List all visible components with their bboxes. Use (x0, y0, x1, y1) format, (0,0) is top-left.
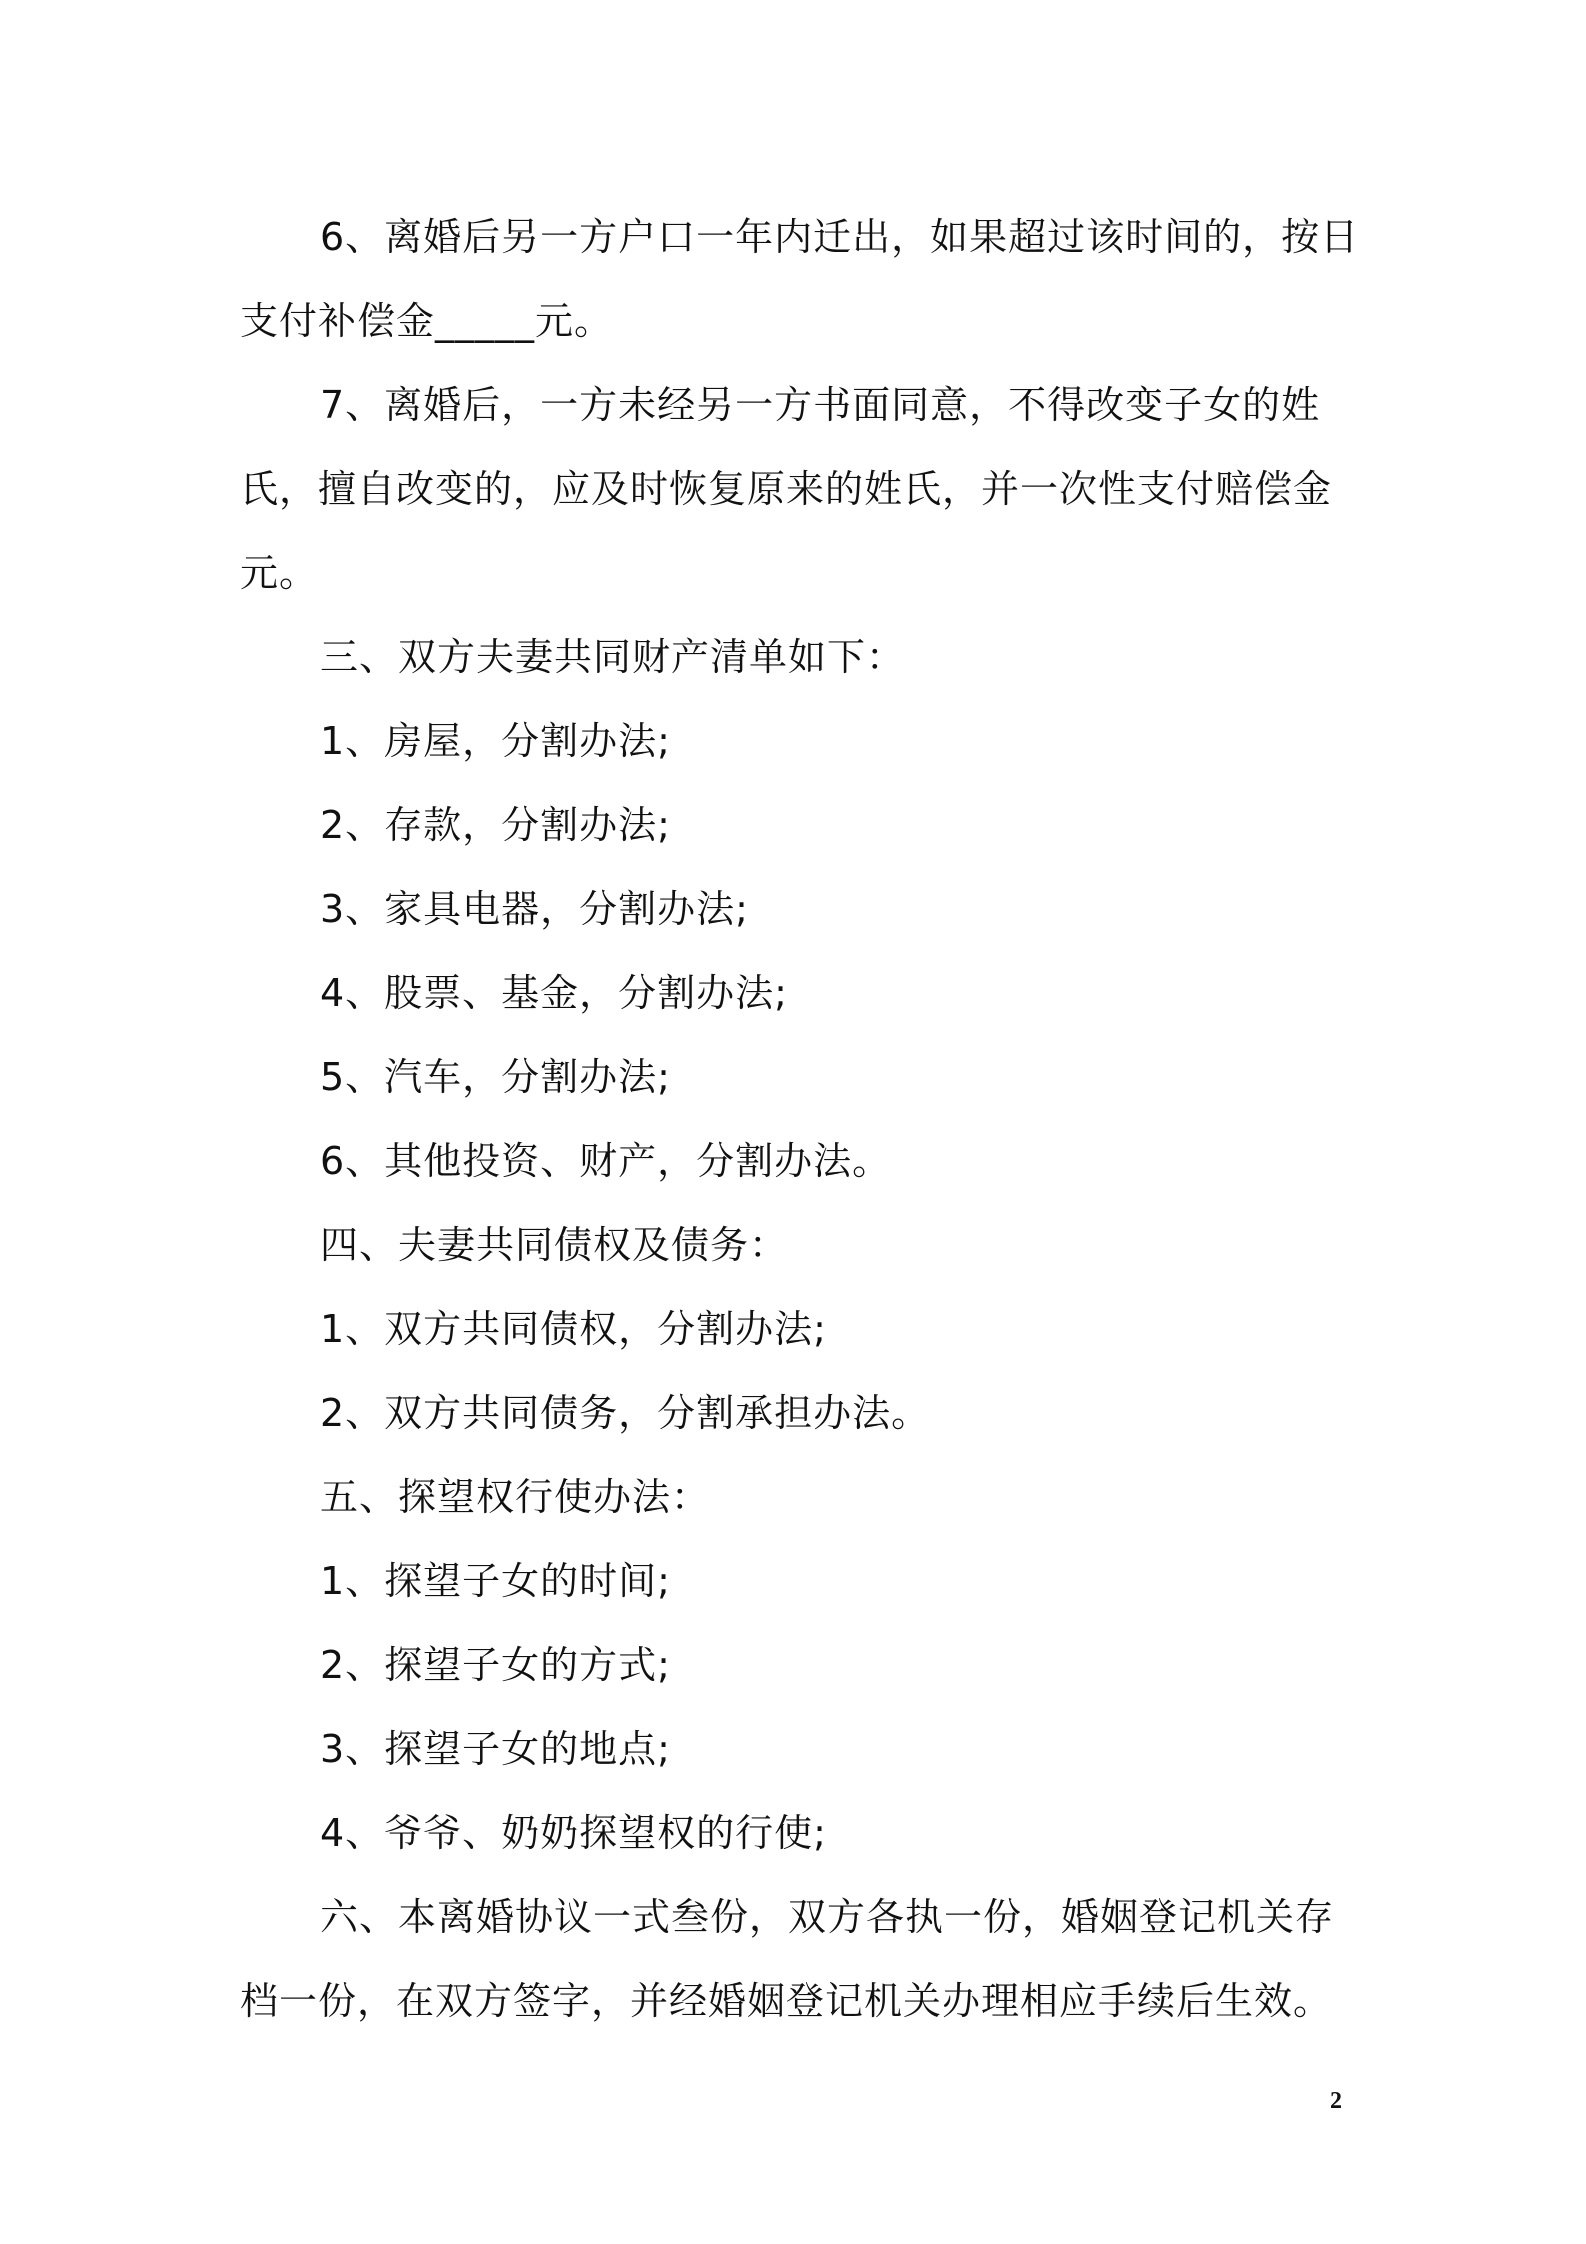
list-item: 3、家具电器，分割办法; (320, 887, 749, 931)
list-item: 4、股票、基金，分割办法; (320, 971, 788, 1015)
list-item: 6、其他投资、财产，分割办法。 (320, 1139, 892, 1183)
section-heading: 五、探望权行使办法： (320, 1475, 711, 1519)
list-item: 1、双方共同债权，分割办法; (320, 1307, 827, 1351)
document-body (240, 195, 1360, 2043)
section-heading: 三、双方夫妻共同财产清单如下： (320, 635, 906, 679)
list-item: 2、存款，分割办法; (320, 803, 671, 847)
list-item: 1、房屋，分割办法; (320, 719, 671, 763)
page-number: 2 (1330, 2088, 1342, 2114)
section-heading: 六、本离婚协议一式叁份，双方各执一份，婚姻登记机关存档一份，在双方签字，并经婚姻登记机关办理相应手续后生效。 (240, 1895, 1335, 2023)
paragraph: 6、离婚后另一方户口一年内迁出，如果超过该时间的，按日支付补偿金_____元。 (240, 215, 1360, 343)
list-item: 5、汽车，分割办法; (320, 1055, 671, 1099)
list-item: 4、爷爷、奶奶探望权的行使; (320, 1811, 827, 1855)
paragraph: 7、离婚后，一方未经另一方书面同意，不得改变子女的姓氏，擅自改变的，应及时恢复原来的姓氏，并一次性支付赔偿金元。 (240, 383, 1333, 595)
list-item: 1、探望子女的时间; (320, 1559, 671, 1603)
list-item: 2、探望子女的方式; (320, 1643, 671, 1687)
list-item: 2、双方共同债务，分割承担办法。 (320, 1391, 931, 1435)
list-item: 3、探望子女的地点; (320, 1727, 671, 1771)
section-heading: 四、夫妻共同债权及债务： (320, 1223, 789, 1267)
